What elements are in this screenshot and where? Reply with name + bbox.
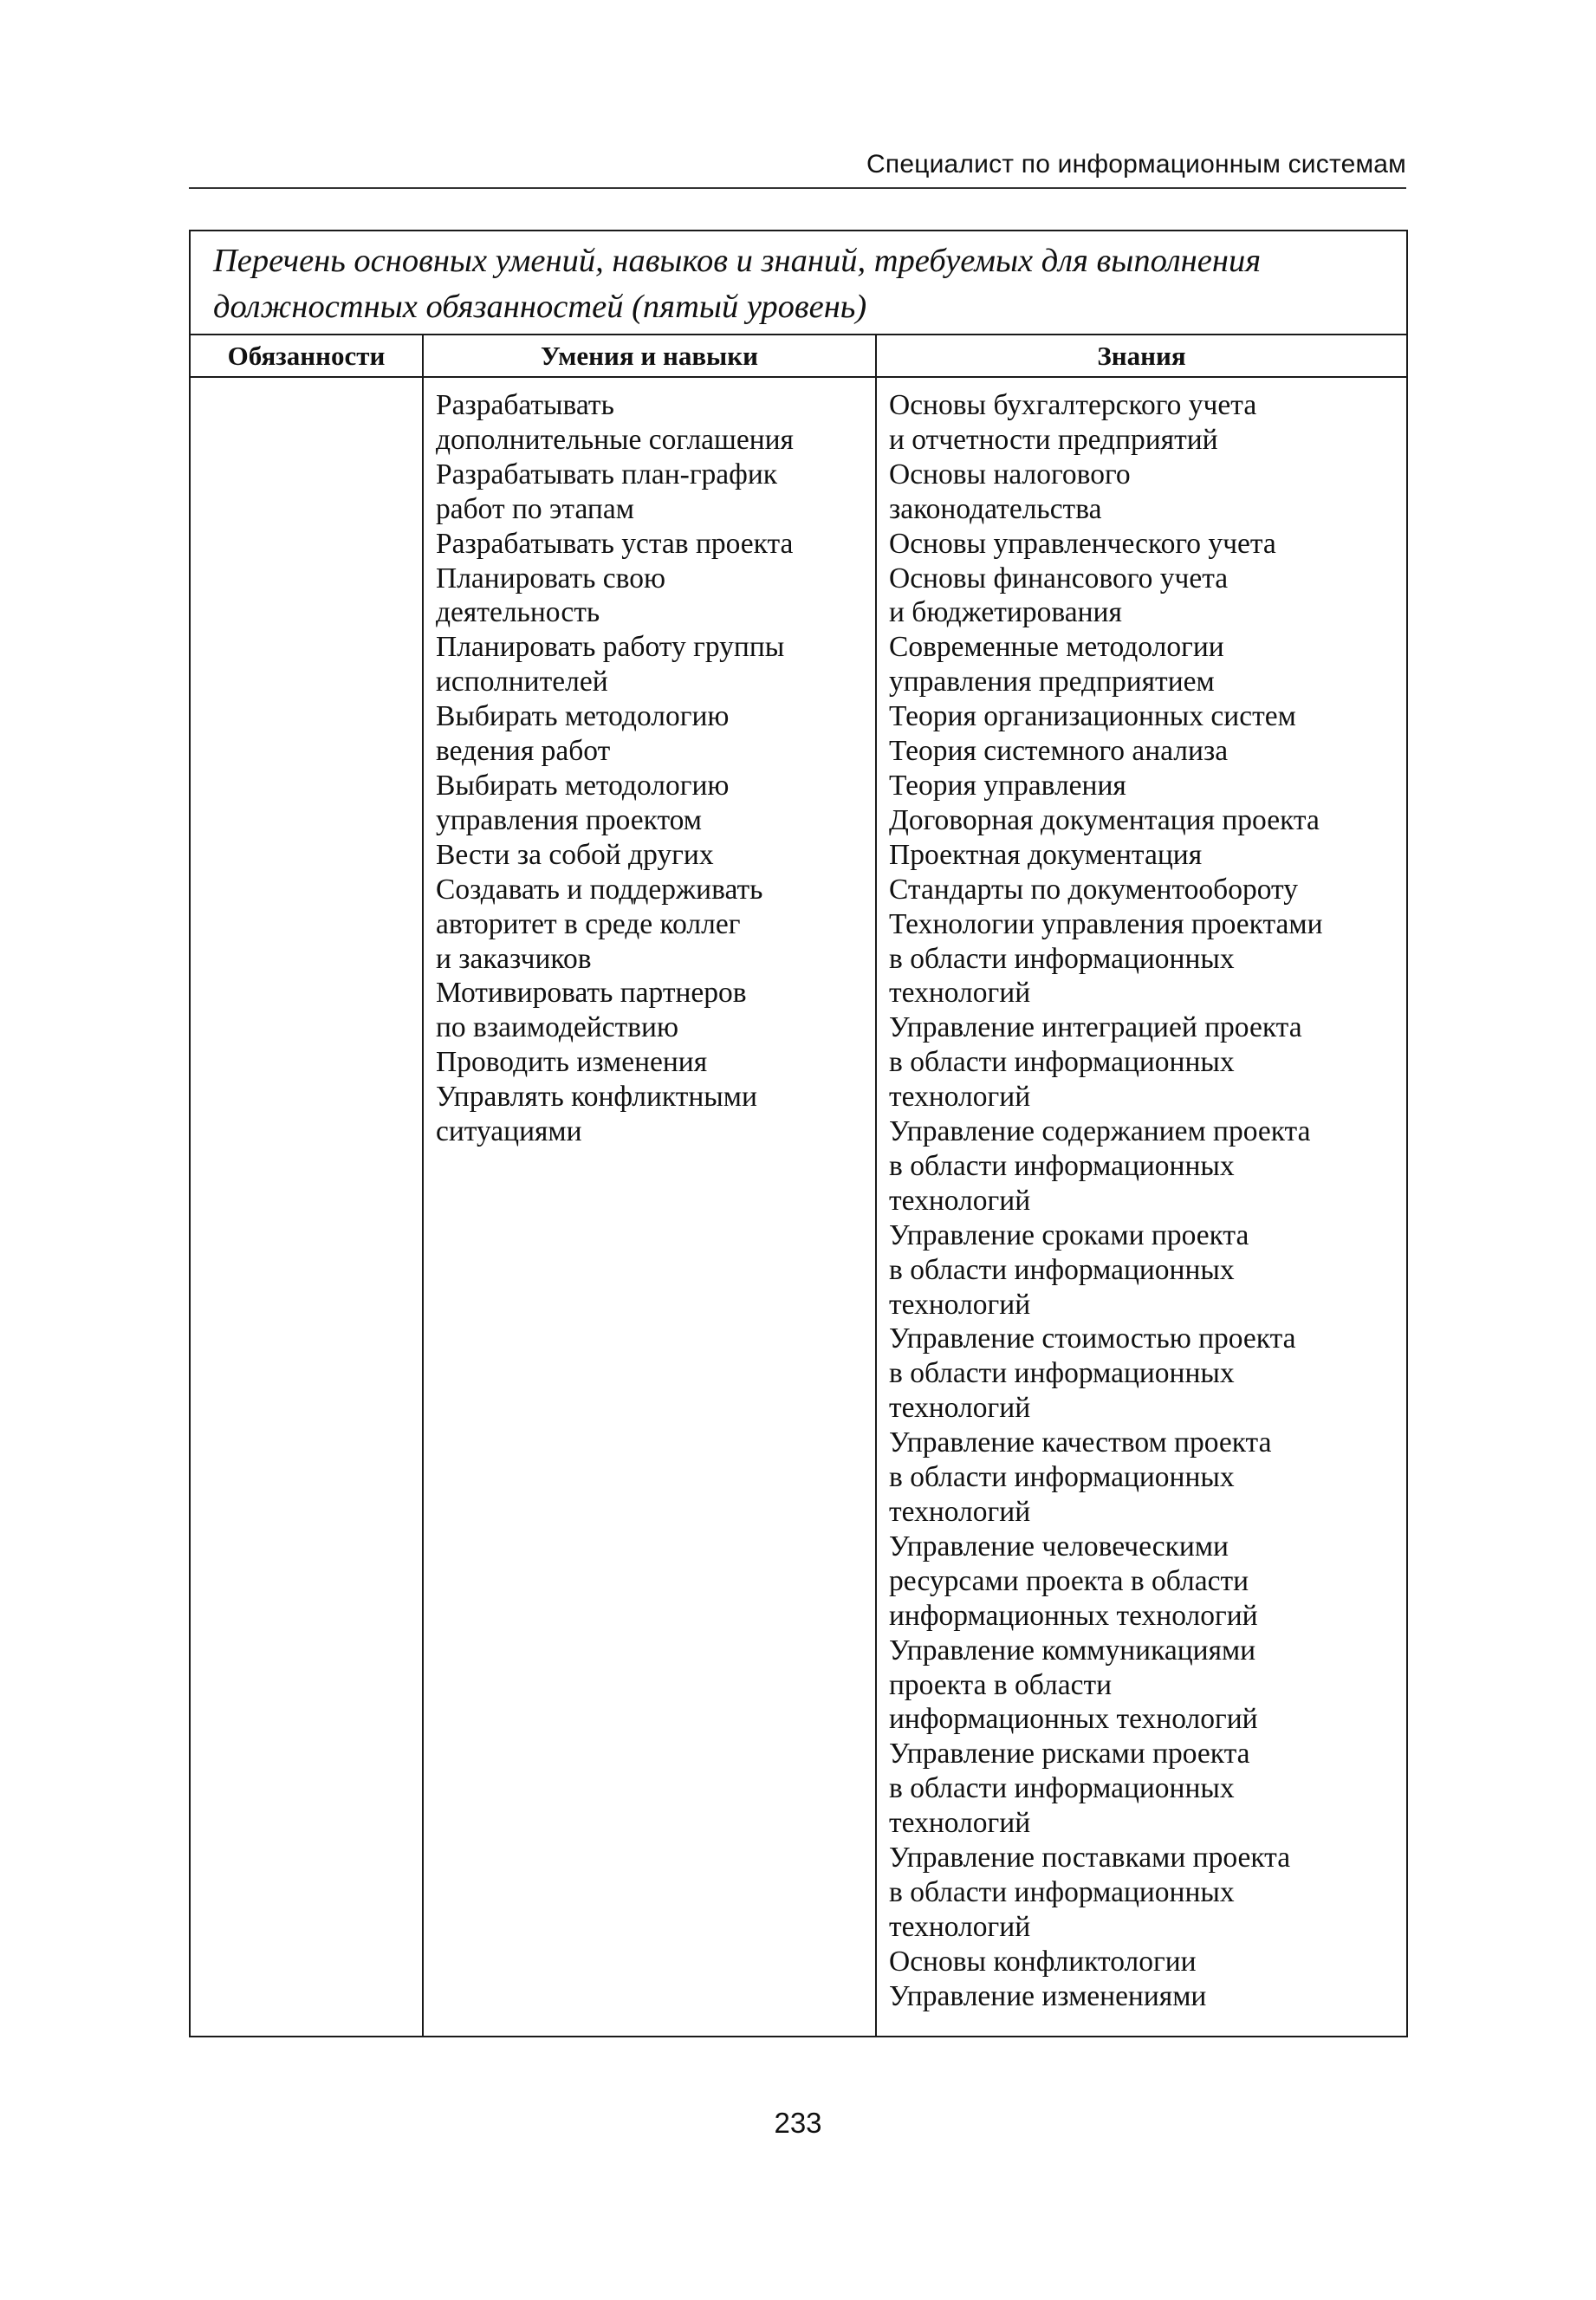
skills-line: ведения работ [436,735,611,768]
knowledge-line: Управление коммуникациями [889,1634,1256,1667]
knowledge-line: проекта в области [889,1668,1113,1701]
knowledge-line: в области информационных [889,1149,1235,1182]
skills-line: Разрабатывать устав проекта [436,527,794,560]
skills-line: Управлять конфликтными [436,1081,757,1114]
skills-line: управления проектом [436,803,702,836]
knowledge-line: Управление рисками проекта [889,1738,1250,1770]
knowledge-line: Технологии управления проектами [889,907,1323,940]
skills-line: Разрабатывать план-график [436,458,778,491]
knowledge-line: Современные методологии [889,631,1224,664]
knowledge-line: технологий [889,1081,1031,1114]
running-head: Специалист по информационным системам [866,150,1406,179]
skills-line: Создавать и поддерживать [436,873,763,906]
table-row [190,377,1407,2037]
table-caption-line: Перечень основных умений, навыков и знаний, требуемых для выполнения [213,243,1262,279]
knowledge-line: Управление качеством проекта [889,1426,1272,1459]
skills-cell [423,377,876,2037]
knowledge-line: Управление изменениями [889,1979,1207,2012]
knowledge-line: законодательства [889,492,1102,525]
knowledge-line: Управление содержанием проекта [889,1115,1311,1148]
knowledge-line: Управление стоимостью проекта [889,1322,1296,1355]
knowledge-line: технологий [889,1496,1031,1528]
knowledge-line: информационных технологий [889,1703,1258,1736]
knowledge-cell [876,377,1407,2037]
skills-line: по взаимодействию [436,1011,679,1044]
competency-table [189,230,1408,2037]
knowledge-line: технологий [889,1807,1031,1840]
knowledge-line: Управление сроками проекта [889,1218,1249,1251]
knowledge-line: Теория организационных систем [889,700,1296,733]
skills-line: Проводить изменения [436,1046,708,1079]
knowledge-line: технологий [889,977,1031,1010]
knowledge-line: в области информационных [889,1357,1235,1390]
knowledge-line: Проектная документация [889,838,1203,871]
skills-line: Вести за собой других [436,838,714,871]
knowledge-line: Основы управленческого учета [889,527,1276,560]
knowledge-line: в области информационных [889,1461,1235,1494]
knowledge-line: Основы налогового [889,458,1131,491]
knowledge-line: информационных технологий [889,1599,1258,1632]
knowledge-line: управления предприятием [889,666,1215,698]
knowledge-line: Управление человеческими [889,1530,1229,1563]
knowledge-line: и бюджетирования [889,596,1122,629]
knowledge-line: Теория системного анализа [889,735,1229,768]
skills-line: деятельность [436,596,600,629]
knowledge-line: в области информационных [889,1253,1235,1286]
knowledge-line: технологий [889,1392,1031,1425]
page-number: 233 [774,2107,822,2139]
skills-line: Мотивировать партнеров [436,977,747,1010]
knowledge-line: и отчетности предприятий [889,423,1218,456]
knowledge-line: Управление интеграцией проекта [889,1011,1302,1044]
column-header-skills: Умения и навыки [423,335,876,377]
knowledge-line: в области информационных [889,1875,1235,1908]
knowledge-line: технологий [889,1184,1031,1217]
knowledge-line: Управление поставками проекта [889,1842,1291,1874]
skills-line: Планировать работу группы [436,631,785,664]
header-row [190,335,1407,377]
knowledge-line: Основы бухгалтерского учета [889,389,1257,421]
knowledge-line: в области информационных [889,942,1235,975]
skills-line: Выбирать методологию [436,769,730,802]
knowledge-line: Теория управления [889,769,1126,802]
knowledge-line: Договорная документация проекта [889,803,1320,836]
knowledge-line: Основы конфликтологии [889,1945,1197,1978]
skills-line: ситуациями [436,1115,582,1148]
caption-row [190,231,1407,335]
header-rule [189,187,1406,189]
knowledge-line: Стандарты по документообороту [889,873,1298,906]
skills-line: исполнителей [436,666,608,698]
knowledge-line: ресурсами проекта в области [889,1564,1249,1597]
skills-line: дополнительные соглашения [436,423,794,456]
skills-line: Разрабатывать [436,389,614,421]
skills-line: Планировать свою [436,562,666,594]
knowledge-line: технологий [889,1910,1031,1943]
duties-cell [190,377,423,2037]
column-header-duties: Обязанности [190,335,423,377]
knowledge-line: Основы финансового учета [889,562,1229,594]
skills-line: Выбирать методологию [436,700,730,733]
knowledge-line: в области информационных [889,1046,1235,1079]
skills-line: работ по этапам [436,492,634,525]
knowledge-line: в области информационных [889,1772,1235,1805]
table-caption-line: должностных обязанностей (пятый уровень) [213,289,867,325]
skills-line: авторитет в среде коллег [436,907,741,940]
skills-line: и заказчиков [436,942,592,975]
column-header-knowledge: Знания [876,335,1407,377]
table-caption [190,231,1407,335]
knowledge-line: технологий [889,1288,1031,1321]
